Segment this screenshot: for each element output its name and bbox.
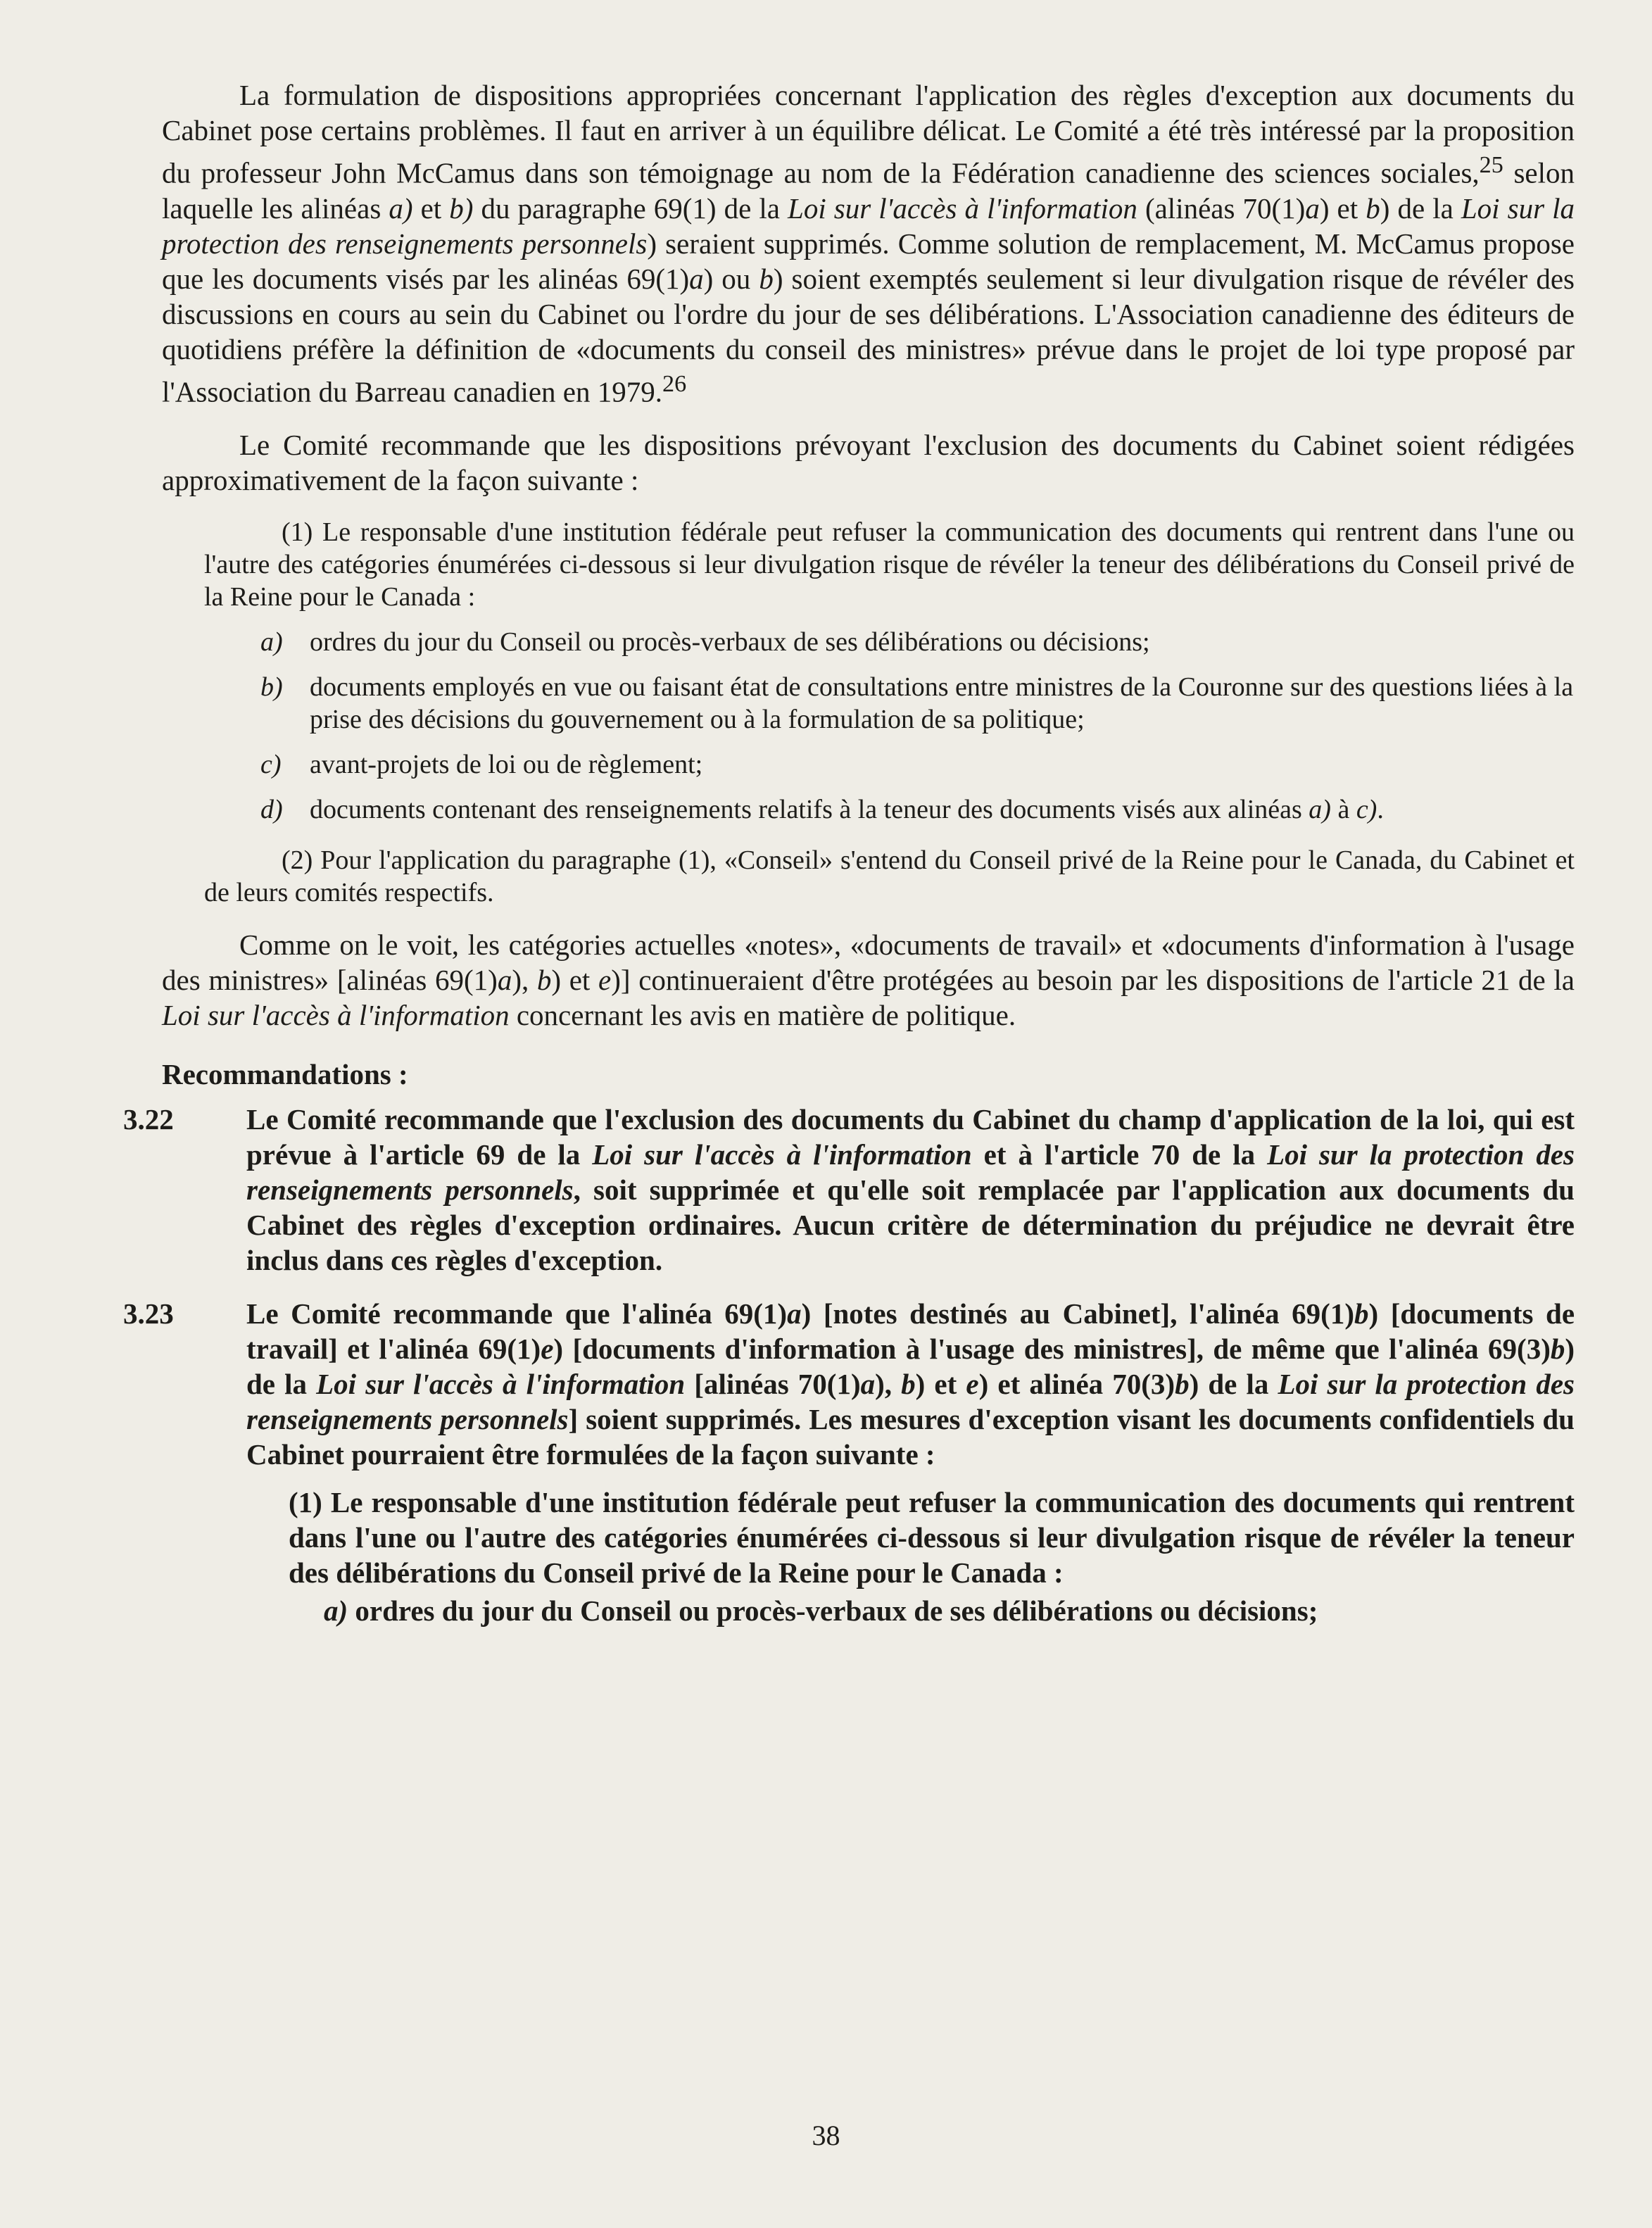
recommendation-3-23-item-a: a) ordres du jour du Conseil ou procès-verbaux de ses délibérations ou décisions; (324, 1594, 1318, 1628)
paragraph-2: Le Comité recommande que les dispositions prévoyant l'exclusion des documents du Cabinet soient rédigées approximativement de la façon suivante : (162, 429, 1575, 497)
recommendation-number: 3.22 (123, 1103, 174, 1136)
provision-2: (2) Pour l'application du paragraphe (1), «Conseil» s'entend du Conseil privé de la Reine pour le Canada, du Cabinet et de leurs comités respectifs. (204, 845, 1575, 908)
paragraph-1: La formulation de dispositions appropriées concernant l'application des règles d'exception aux documents du Cabinet pose certains problèmes. Il faut en arriver à un équilibre délicat. Le Comité a été très intéressé par la proposition du professeur John McCamus dans son témoignage au nom de la Fédération canadienne des sciences sociales,$^{25}$ selon laquelle les alinéas a) et b) du paragraphe 69(1) de la Loi sur l'accès à l'information (alinéas 70(1)a) et b) de la Loi sur la protection des renseignements personnels) seraient supprimés. Comme solution de remplacement, M. McCamus propose que les documents visés par les alinéas 69(1)a) ou b) soient exemptés seulement si leur divulgation risque de révéler des discussions en cours au sein du Cabinet ou l'ordre du jour de ses délibérations. L'Association canadienne des éditeurs de quotidiens préfère la définition de «documents du conseil des ministres» prévue dans le projet de loi type proposé par l'Association du Barreau canadien en 1979.26 (162, 79, 1575, 408)
provision-item-a: a) ordres du jour du Conseil ou procès-verbaux de ses délibérations ou décisions; (260, 627, 1150, 657)
provision-1-intro: (1) Le responsable d'une institution fédérale peut refuser la communication des documents qui rentrent dans l'une ou l'autre des catégories énumérées ci-dessous si leur divulgation risque de révéler la teneur des délibérations du Conseil privé de la Reine pour le Canada : (204, 517, 1575, 612)
recommendations-heading: Recommandations : (162, 1058, 408, 1091)
recommendation-3-23-item-1: (1) Le responsable d'une institution fédérale peut refuser la communication des documents qui rentrent dans l'une ou l'autre des catégories énumérées ci-dessous si leur divulgation risque de révéler la teneur des délibérations du Conseil privé de la Reine pour le Canada : (289, 1486, 1575, 1590)
paragraph-3: Comme on le voit, les catégories actuelles «notes», «documents de travail» et «documents d'information à l'usage des ministres» [alinéas 69(1)a), b) et e)] continueraient d'être protégées au besoin par les dispositions de l'article 21 de la Loi sur l'accès à l'information concernant les avis en matière de politique. (162, 929, 1575, 1032)
provision-item-c: c) avant-projets de loi ou de règlement; (260, 750, 703, 780)
recommendation-number: 3.23 (123, 1297, 174, 1330)
provision-item-d: d) documents contenant des renseignements relatifs à la teneur des documents visés aux alinéas a) à c). (260, 795, 1384, 825)
quoted-provision (204, 516, 1575, 909)
recommendation-3-23: 3.23 Le Comité recommande que l'alinéa 69(1)a) [notes destinés au Cabinet], l'alinéa 69(1)b) [documents de travail] et l'alinéa 69(1)e) [documents d'information à l'usage des ministres], de même que l'alinéa 69(3)b) de la Loi sur l'accès à l'information [alinéas 70(1)a), b) et e) et alinéa 70(3)b) de la Loi sur la protection des renseignements personnels] soient supprimés. Les mesures d'exception visant les documents confidentiels du Cabinet pourraient être formulées de la façon suivante : (123, 1297, 1575, 1471)
provision-item-b: b) documents employés en vue ou faisant état de consultations entre ministres de la Couronne sur des questions liées à la prise des décisions du gouvernement ou à la formulation de sa politique; (260, 672, 1574, 735)
page-number: 38 (812, 2120, 840, 2151)
recommendation-3-22: 3.22 Le Comité recommande que l'exclusion des documents du Cabinet du champ d'application de la loi, qui est prévue à l'article 69 de la Loi sur l'accès à l'information et à l'article 70 de la Loi sur la protection des renseignements personnels, soit supprimée et qu'elle soit remplacée par l'application aux documents du Cabinet des règles d'exception ordinaires. Aucun critère de détermination du préjudice ne devrait être inclus dans ces règles d'exception. (123, 1103, 1575, 1277)
